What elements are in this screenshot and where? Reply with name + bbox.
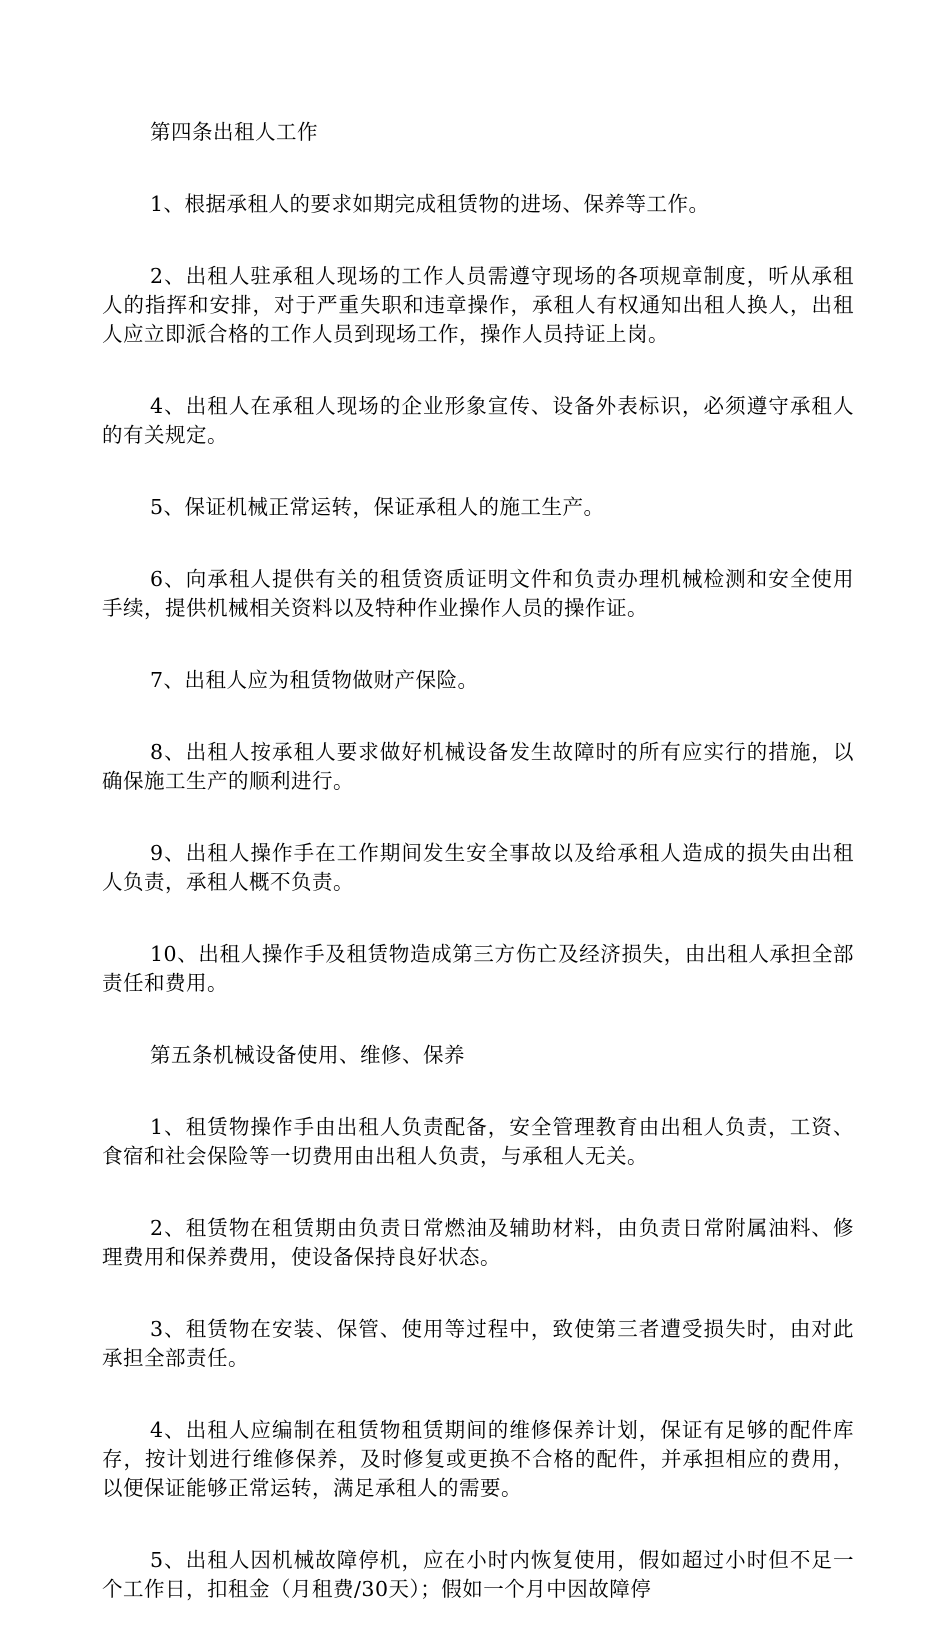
article-5-heading: 第五条机械设备使用、维修、保养 [150, 1043, 465, 1067]
article-4-clause-8: 8、出租人按承租人要求做好机械设备发生故障时的所有应实行的措施，以确保施工生产的顺利进行。 [102, 740, 854, 793]
document-page [102, 118, 854, 1647]
article-5-clause-4: 4、出租人应编制在租赁物租赁期间的维修保养计划，保证有足够的配件库存，按计划进行维修保养，及时修复或更换不合格的配件，并承担相应的费用，以便保证能够正常运转，满足承租人的需要。 [102, 1418, 854, 1500]
article-4-clause-9: 9、出租人操作手在工作期间发生安全事故以及给承租人造成的损失由出租人负责，承租人概不负责。 [102, 841, 854, 894]
article-4-clause-1: 1、根据承租人的要求如期完成租赁物的进场、保养等工作。 [150, 192, 710, 216]
article-4-clause-10: 10、出租人操作手及租赁物造成第三方伤亡及经济损失，由出租人承担全部责任和费用。 [102, 942, 854, 995]
article-4-clause-5: 5、保证机械正常运转，保证承租人的施工生产。 [150, 495, 605, 519]
article-5-clause-5: 5、出租人因机械故障停机，应在小时内恢复使用，假如超过小时但不足一个工作日，扣租金（月租费/30天）；假如一个月中因故障停 [102, 1548, 854, 1601]
article-5-clause-3: 3、租赁物在安装、保管、使用等过程中，致使第三者遭受损失时，由对此承担全部责任。 [102, 1317, 854, 1370]
article-5-clause-2: 2、租赁物在租赁期由负责日常燃油及辅助材料，由负责日常附属油料、修理费用和保养费用，使设备保持良好状态。 [102, 1216, 854, 1269]
article-4-clause-4: 4、出租人在承租人现场的企业形象宣传、设备外表标识，必须遵守承租人的有关规定。 [102, 394, 854, 447]
article-4-heading: 第四条出租人工作 [150, 120, 318, 144]
article-5-clause-1: 1、租赁物操作手由出租人负责配备，安全管理教育由出租人负责，工资、食宿和社会保险等一切费用由出租人负责，与承租人无关。 [102, 1115, 854, 1168]
article-4-clause-6: 6、向承租人提供有关的租赁资质证明文件和负责办理机械检测和安全使用手续，提供机械相关资料以及特种作业操作人员的操作证。 [102, 567, 854, 620]
article-4-clause-2: 2、出租人驻承租人现场的工作人员需遵守现场的各项规章制度，听从承租人的指挥和安排，对于严重失职和违章操作，承租人有权通知出租人换人，出租人应立即派合格的工作人员到现场工作，操作人员持证上岗。 [102, 264, 854, 346]
article-4-clause-7: 7、出租人应为租赁物做财产保险。 [150, 668, 479, 692]
